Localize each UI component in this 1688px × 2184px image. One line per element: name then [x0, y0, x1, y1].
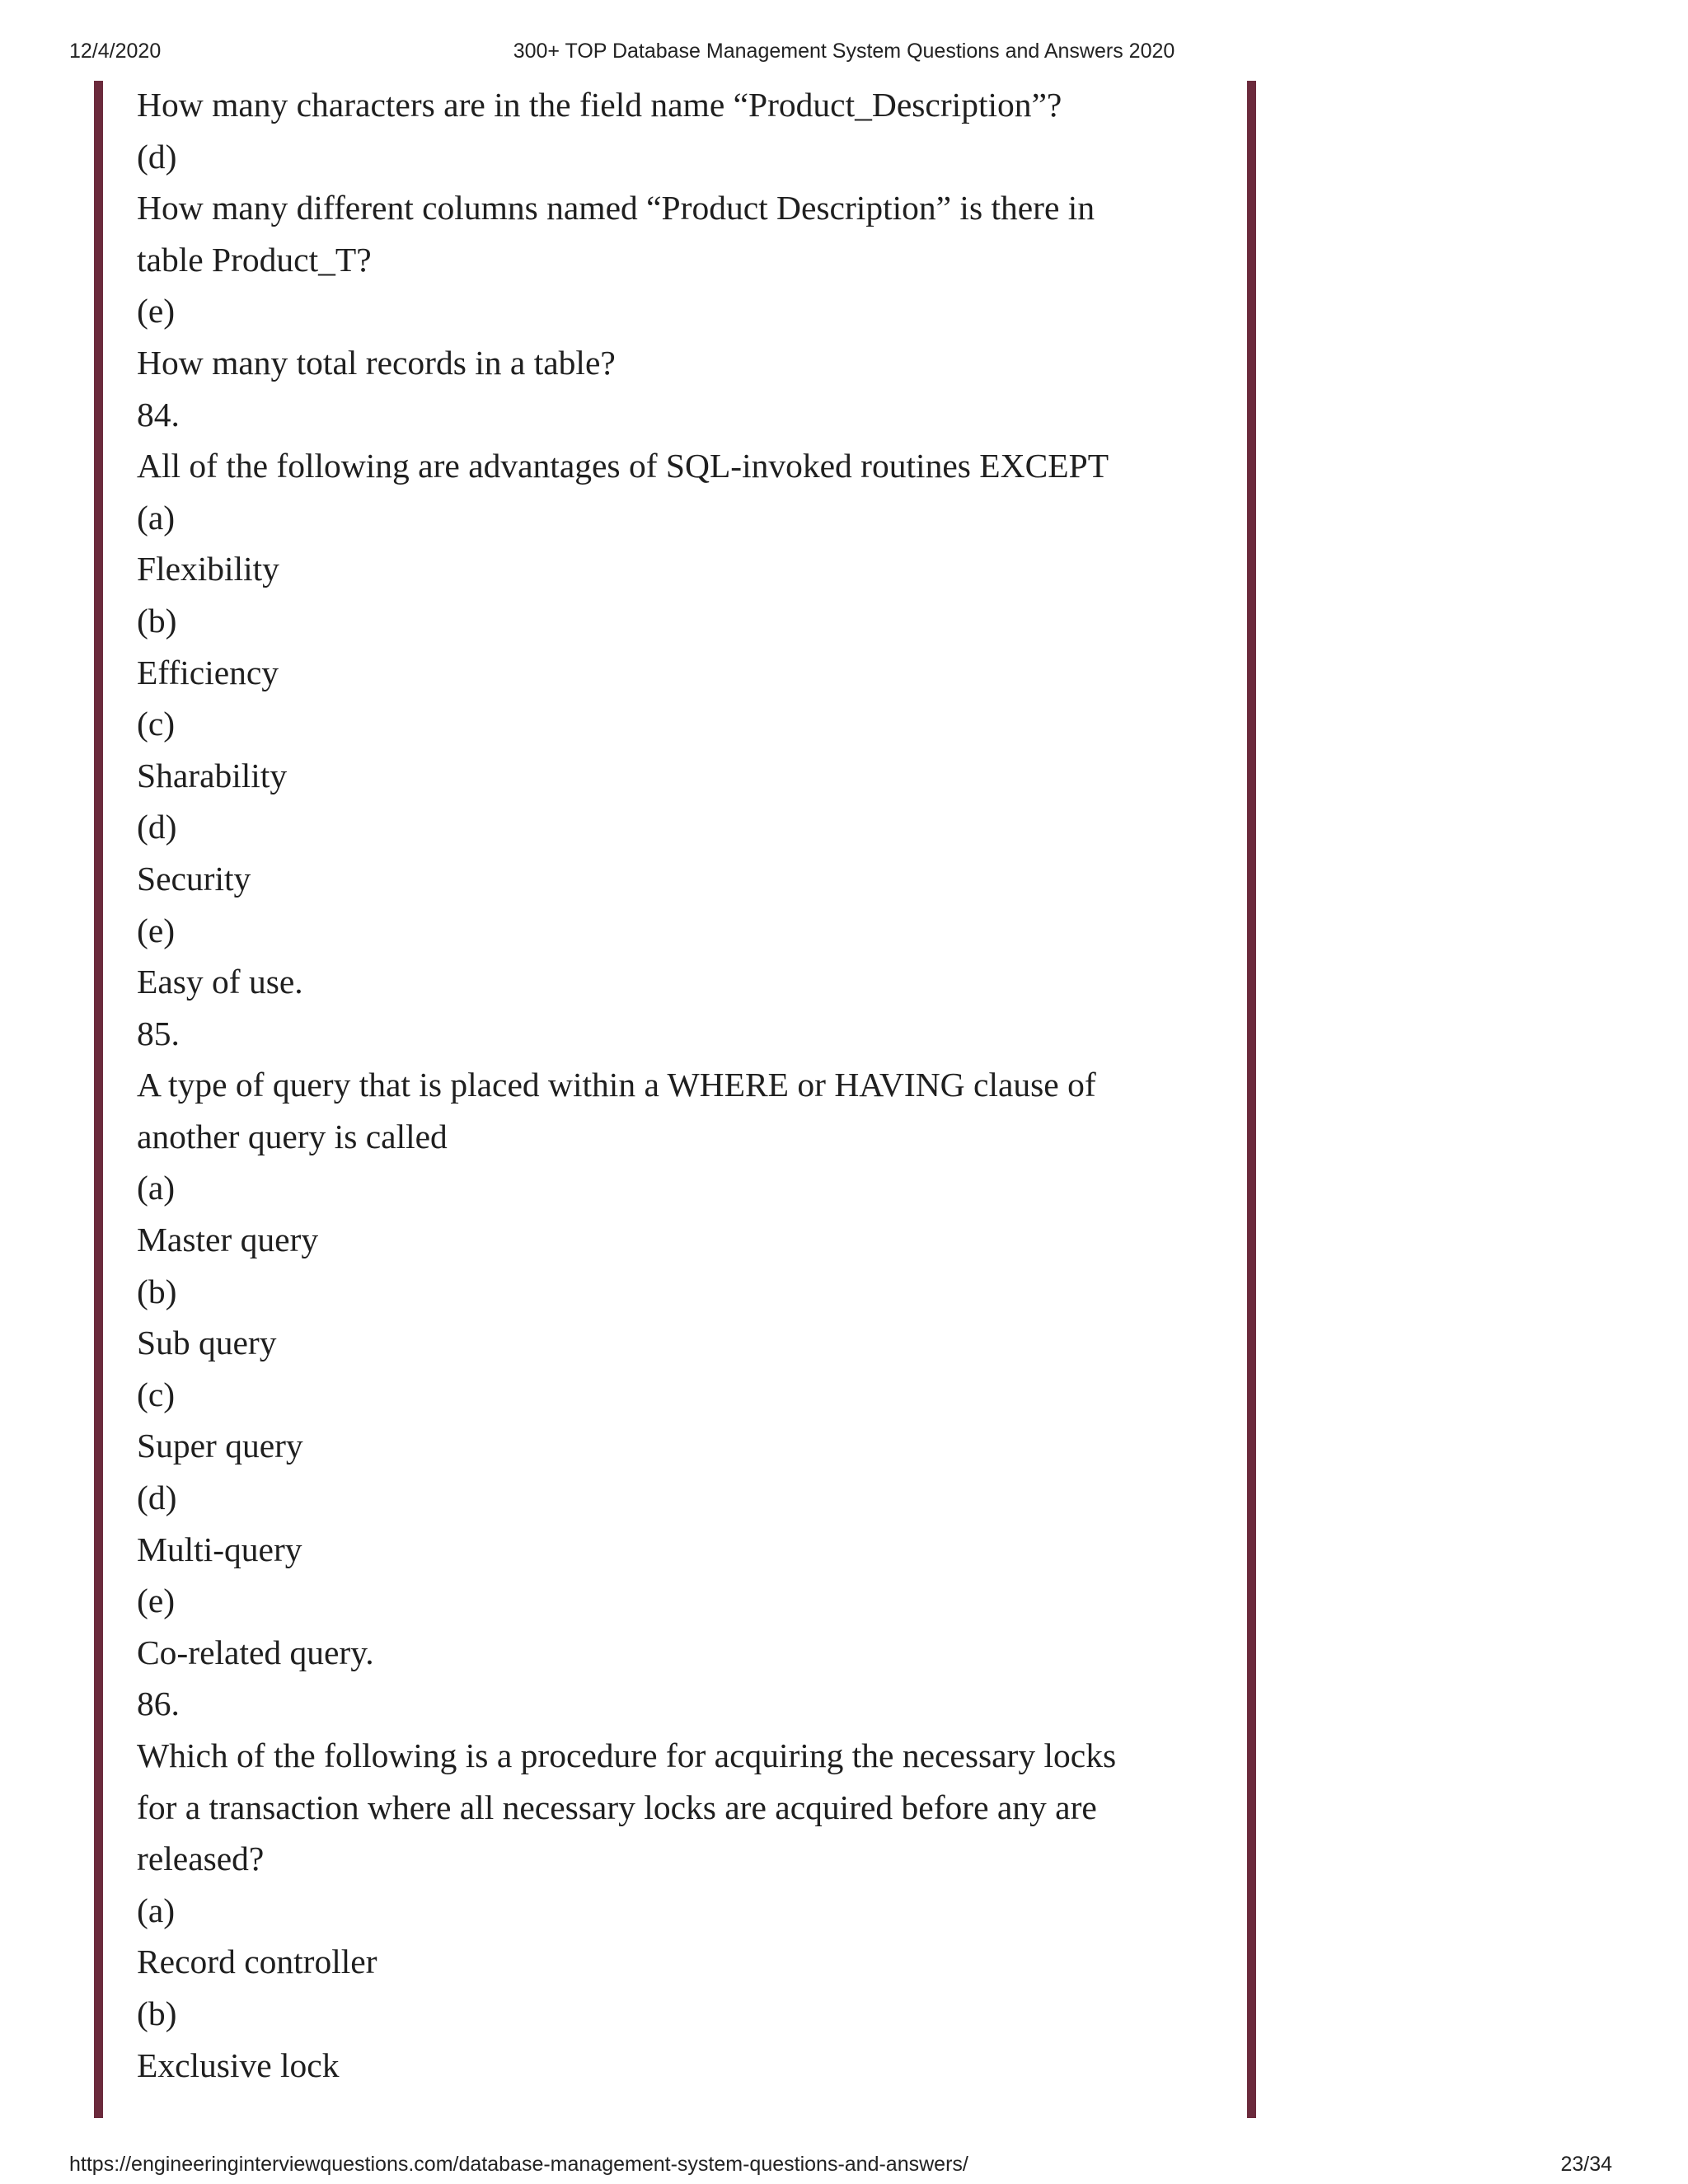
text-line: How many different columns named “Product Description” is there in	[137, 189, 1095, 227]
option-text: Master query	[137, 1221, 319, 1259]
option-label: (b)	[137, 1994, 177, 2032]
option-label: (b)	[137, 1272, 177, 1310]
option-text: Super query	[137, 1427, 303, 1465]
text-line: (d)	[137, 137, 177, 176]
option-label: (a)	[137, 1169, 176, 1207]
print-date: 12/4/2020	[69, 40, 162, 63]
page-url: https://engineeringinterviewquestions.com/database-management-system-questions-and-answers/	[69, 2153, 968, 2176]
option-label: (e)	[137, 1582, 176, 1620]
question-text: Which of the following is a procedure for acquiring the necessary locks	[137, 1736, 1117, 1774]
page-number: 23/34	[1560, 2153, 1612, 2176]
option-text: Flexibility	[137, 550, 279, 588]
option-text: Multi-query	[137, 1530, 302, 1568]
text-line: How many characters are in the field name “Product_Description”?	[137, 86, 1062, 124]
option-text: Record controller	[137, 1943, 377, 1981]
question-text: A type of query that is placed within a WHERE or HAVING clause of	[137, 1066, 1096, 1104]
question-text: another query is called	[137, 1117, 448, 1155]
option-label: (a)	[137, 498, 176, 537]
question-text: released?	[137, 1840, 265, 1878]
option-text: Exclusive lock	[137, 2046, 340, 2084]
left-accent-rule	[94, 81, 103, 2118]
option-text: Sharability	[137, 756, 288, 794]
option-label: (b)	[137, 601, 177, 640]
option-label: (d)	[137, 808, 177, 846]
document-title: 300+ TOP Database Management System Questions and Answers 2020	[513, 40, 1175, 63]
print-header	[0, 40, 1688, 68]
option-label: (c)	[137, 1375, 176, 1413]
right-accent-rule	[1247, 81, 1256, 2118]
question-number: 84.	[137, 395, 180, 434]
question-number: 85.	[137, 1014, 180, 1052]
question-text: for a transaction where all necessary locks are acquired before any are	[137, 1788, 1097, 1826]
option-text: Easy of use.	[137, 963, 303, 1001]
option-label: (c)	[137, 705, 176, 743]
print-footer	[0, 2153, 1688, 2181]
option-text: Security	[137, 859, 251, 898]
question-content	[137, 79, 1233, 2091]
option-label: (a)	[137, 1891, 176, 1929]
question-number: 86.	[137, 1685, 180, 1723]
option-text: Efficiency	[137, 653, 279, 691]
option-text: Sub query	[137, 1324, 277, 1362]
text-line: (e)	[137, 292, 176, 330]
option-label: (e)	[137, 911, 176, 949]
text-line: table Product_T?	[137, 240, 372, 279]
question-text: All of the following are advantages of SQL-invoked routines EXCEPT	[137, 447, 1109, 485]
option-text: Co-related query.	[137, 1633, 374, 1671]
option-label: (d)	[137, 1479, 177, 1517]
text-line: How many total records in a table?	[137, 343, 616, 382]
